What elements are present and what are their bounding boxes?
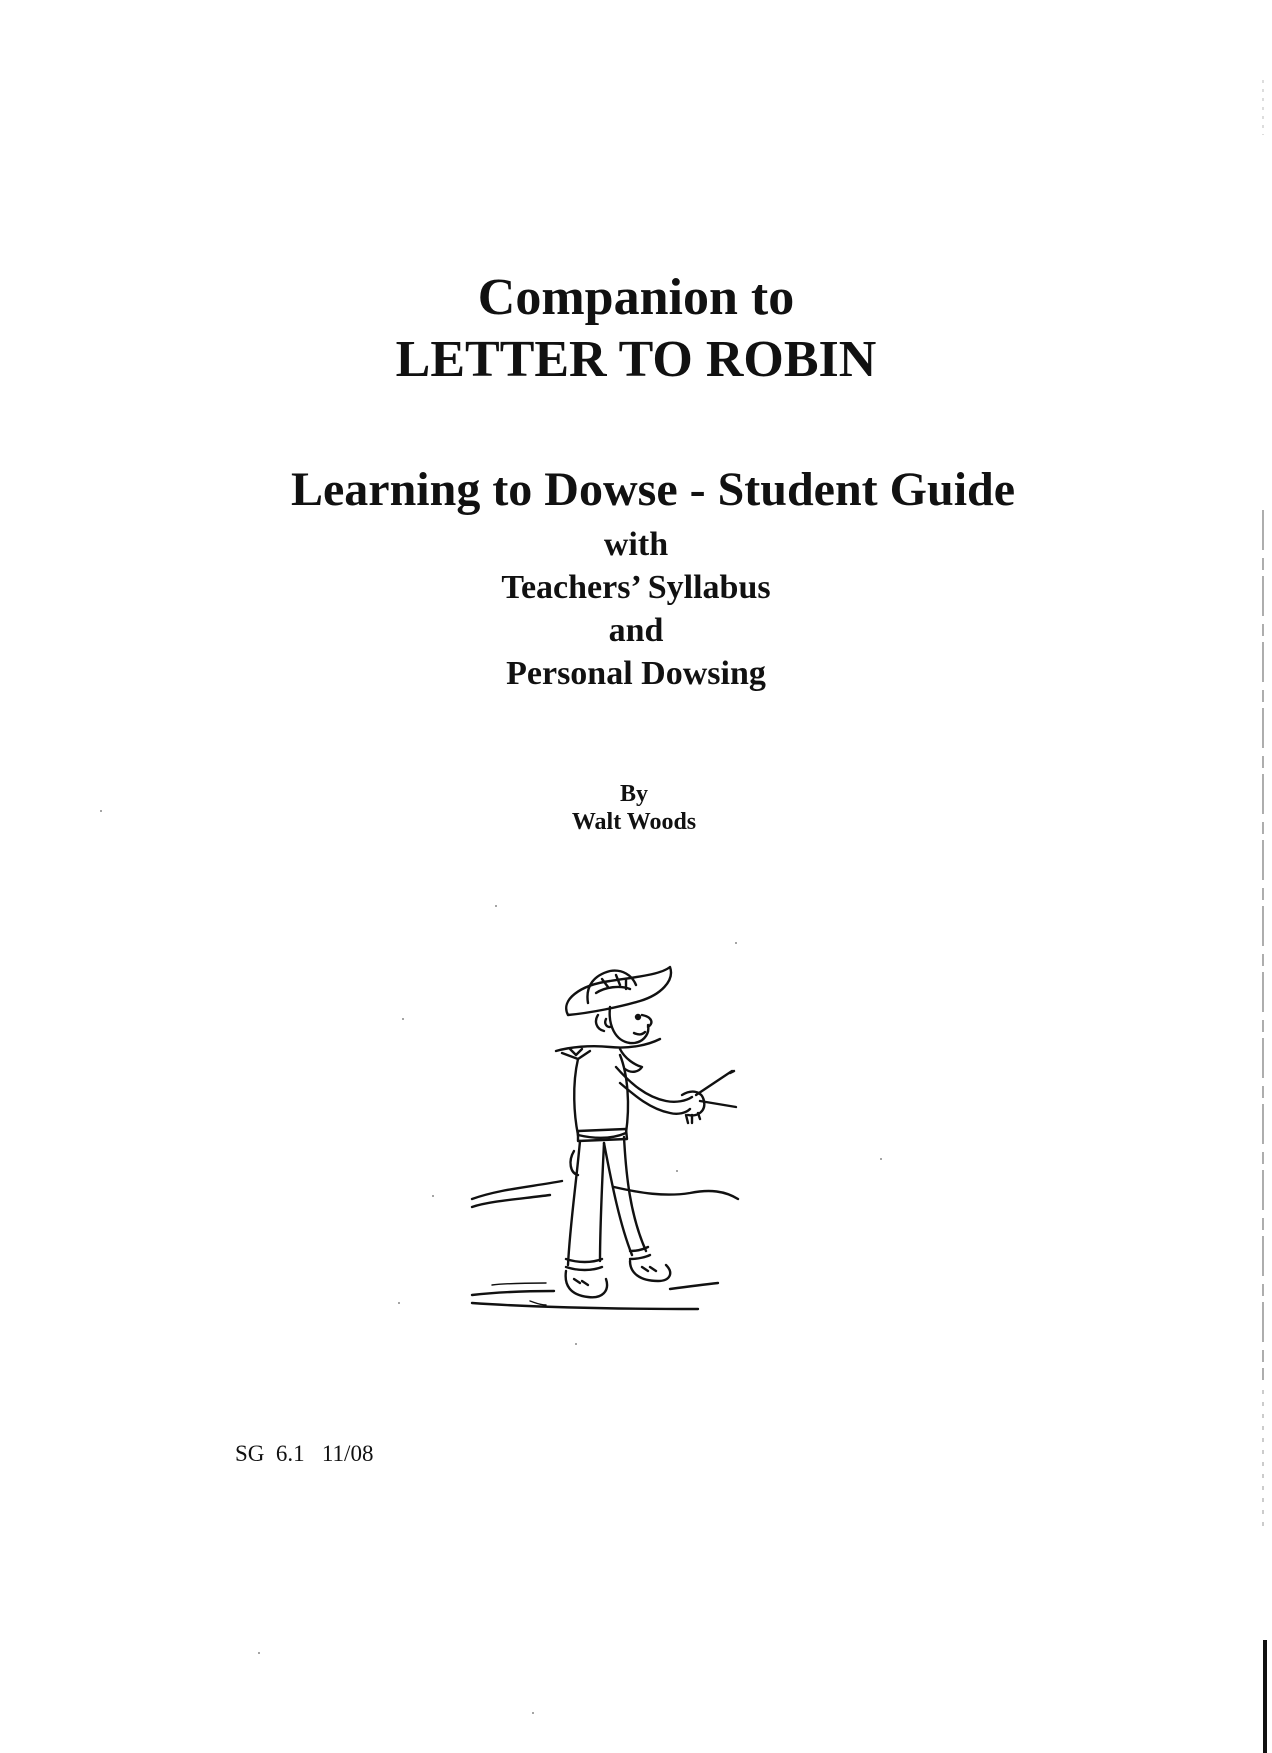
- scan-speck: [398, 1302, 400, 1304]
- scan-speck: [735, 942, 737, 944]
- subtitle-personal-dowsing: Personal Dowsing: [506, 655, 766, 692]
- scan-speck: [676, 1170, 678, 1172]
- scan-speck: [432, 1195, 434, 1197]
- author-name: Walt Woods: [571, 809, 697, 835]
- scan-speck: [495, 905, 497, 907]
- title-line-1: Companion to: [477, 269, 795, 326]
- scan-speck: [402, 1018, 404, 1020]
- boy-dowser-drawing-icon: [470, 955, 760, 1335]
- subtitle-with: with: [603, 526, 669, 563]
- subtitle-syllabus: Teachers’ Syllabus: [501, 569, 771, 606]
- scan-speck: [575, 1343, 577, 1345]
- title-line-2: LETTER TO ROBIN: [395, 331, 877, 388]
- by-label: By: [619, 781, 648, 807]
- scan-speck: [258, 1652, 260, 1654]
- scan-edge-artifact: [1256, 0, 1272, 1753]
- subtitle-and: and: [608, 612, 664, 649]
- version-code: SG 6.1 11/08: [235, 1441, 374, 1466]
- subtitle: Learning to Dowse - Student Guide: [290, 463, 1016, 516]
- scan-speck: [532, 1712, 534, 1714]
- scan-speck: [100, 810, 102, 812]
- scan-speck: [880, 1158, 882, 1160]
